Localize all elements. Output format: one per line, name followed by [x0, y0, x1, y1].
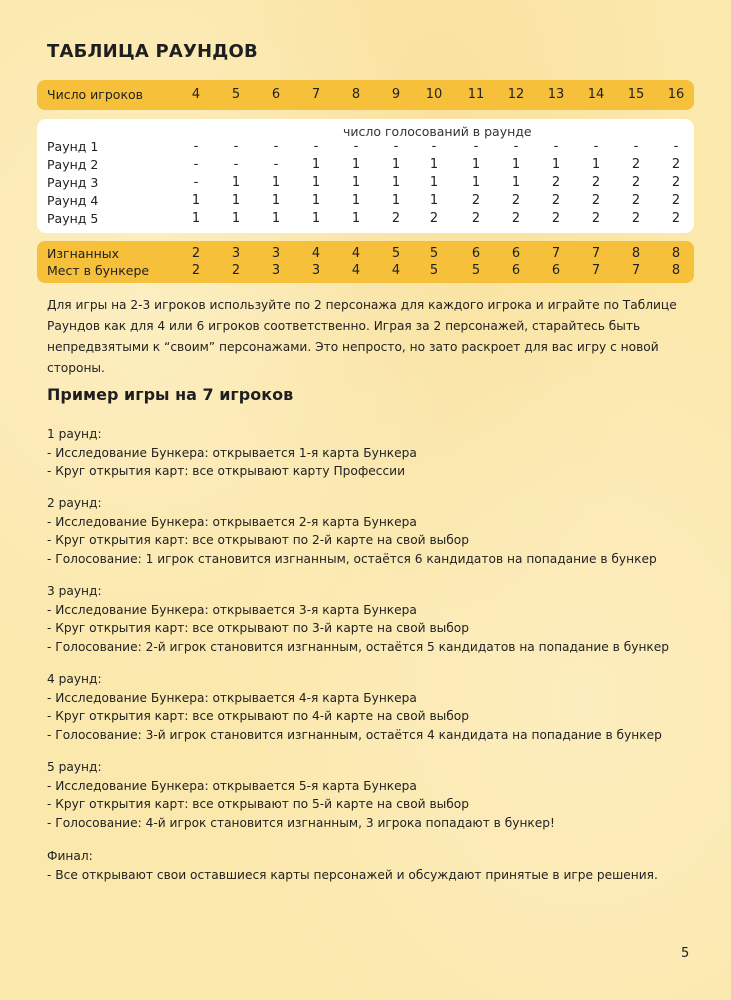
row-label: Раунд 5: [47, 211, 99, 226]
table-cell: -: [353, 139, 359, 154]
table-cell: 8: [671, 246, 681, 261]
table-cell: -: [193, 139, 199, 154]
table-cell: 1: [351, 175, 361, 190]
table-cell: 2: [591, 193, 601, 208]
table-cell: 5: [391, 246, 401, 261]
block-line: - Круг открытия карт: все открывают по 2-й карте на свой выбор: [47, 533, 469, 547]
table-cell: 1: [511, 157, 521, 172]
table-cell: 1: [271, 193, 281, 208]
table-cell: 2: [429, 211, 439, 226]
table-cell: 2: [551, 193, 561, 208]
table-cell: 2: [591, 211, 601, 226]
table-cell: 1: [271, 211, 281, 226]
table-cell: 3: [311, 263, 321, 278]
table-cell: -: [593, 139, 599, 154]
table-cell: 1: [351, 193, 361, 208]
table-cell: 1: [311, 211, 321, 226]
header-label: Число игроков: [47, 87, 144, 102]
example-block: [47, 847, 658, 884]
table-cell: 1: [231, 211, 241, 226]
table-cell: 2: [671, 193, 681, 208]
table-cell: 1: [471, 157, 481, 172]
exiled-row: [0, 246, 731, 264]
table-cell: -: [393, 139, 399, 154]
page-number: 5: [681, 946, 690, 961]
row-label: Раунд 1: [47, 139, 99, 154]
table-cell: 1: [391, 175, 401, 190]
round-row: [0, 193, 731, 211]
row-label: Раунд 2: [47, 157, 99, 172]
table-cell: 3: [271, 263, 281, 278]
table-cell: -: [313, 139, 319, 154]
player-count-cell: 9: [391, 87, 401, 102]
block-heading: Финал:: [47, 849, 93, 863]
table-cell: 1: [591, 157, 601, 172]
table-cell: 2: [191, 263, 201, 278]
table-cell: 2: [631, 211, 641, 226]
table-cell: 2: [631, 175, 641, 190]
table-header-row: [0, 87, 731, 105]
example-title: Пример игры на 7 игроков: [47, 385, 294, 404]
block-heading: 2 раунд:: [47, 496, 102, 510]
table-cell: 1: [429, 193, 439, 208]
round-row: [0, 211, 731, 229]
table-cell: 2: [631, 193, 641, 208]
block-line: - Круг открытия карт: все открывают по 4-й карте на свой выбор: [47, 709, 469, 723]
table-cell: 8: [671, 263, 681, 278]
example-block: [47, 425, 417, 481]
example-block: [47, 670, 662, 744]
table-cell: 1: [391, 193, 401, 208]
block-line: - Исследование Бункера: открывается 1-я карта Бункера: [47, 445, 417, 460]
player-count-cell: 11: [467, 87, 485, 102]
table-cell: -: [633, 139, 639, 154]
table-cell: 1: [271, 175, 281, 190]
block-line: - Круг открытия карт: все открывают карту Профессии: [47, 464, 405, 478]
block-line: - Все открывают свои оставшиеся карты персонажей и обсуждают принятые в игре решения.: [47, 867, 658, 882]
block-line: - Исследование Бункера: открывается 3-я карта Бункера: [47, 602, 417, 617]
player-count-cell: 14: [587, 87, 605, 102]
table-cell: 7: [591, 263, 601, 278]
table-cell: -: [273, 157, 279, 172]
table-cell: 5: [429, 246, 439, 261]
row-label: Раунд 3: [47, 175, 99, 190]
row-label: Мест в бункере: [47, 263, 150, 278]
table-cell: 1: [429, 175, 439, 190]
round-row: [0, 139, 731, 157]
block-line: - Голосование: 2-й игрок становится изгнанным, остаётся 5 кандидатов на попадание в бункер: [47, 639, 670, 654]
example-block: [47, 758, 555, 832]
player-count-cell: 4: [191, 87, 201, 102]
table-cell: 6: [511, 263, 521, 278]
table-cell: 1: [551, 157, 561, 172]
table-cell: 5: [429, 263, 439, 278]
row-label: Изгнанных: [47, 246, 120, 261]
round-row: [0, 175, 731, 193]
table-cell: -: [273, 139, 279, 154]
table-cell: -: [233, 139, 239, 154]
table-cell: 2: [671, 175, 681, 190]
player-count-cell: 7: [311, 87, 321, 102]
player-count-cell: 10: [425, 87, 443, 102]
table-cell: 2: [511, 211, 521, 226]
table-cell: -: [673, 139, 679, 154]
table-cell: -: [431, 139, 437, 154]
table-cell: 1: [429, 157, 439, 172]
table-cell: 2: [551, 175, 561, 190]
table-cell: 1: [231, 175, 241, 190]
table-cell: 2: [471, 211, 481, 226]
table-cell: 2: [191, 246, 201, 261]
table-cell: 4: [351, 246, 361, 261]
block-line: - Исследование Бункера: открывается 2-я карта Бункера: [47, 514, 417, 529]
table-cell: 2: [671, 157, 681, 172]
player-count-cell: 13: [547, 87, 565, 102]
table-cell: 5: [471, 263, 481, 278]
block-line: - Исследование Бункера: открывается 5-я карта Бункера: [47, 778, 417, 793]
player-count-cell: 8: [351, 87, 361, 102]
table-cell: 7: [551, 246, 561, 261]
votes-caption: число голосований в раунде: [343, 124, 532, 139]
table-cell: -: [233, 157, 239, 172]
table-cell: 1: [311, 157, 321, 172]
table-cell: 1: [511, 175, 521, 190]
table-cell: -: [473, 139, 479, 154]
block-heading: 1 раунд:: [47, 427, 102, 441]
bunker-row: [0, 263, 731, 281]
table-cell: 1: [231, 193, 241, 208]
table-cell: -: [513, 139, 519, 154]
table-cell: 3: [231, 246, 241, 261]
block-line: - Голосование: 1 игрок становится изгнанным, остаётся 6 кандидатов на попадание в бункер: [47, 551, 657, 566]
table-cell: 1: [351, 157, 361, 172]
table-cell: 7: [631, 263, 641, 278]
round-row: [0, 157, 731, 175]
block-line: - Круг открытия карт: все открывают по 5-й карте на свой выбор: [47, 797, 469, 811]
table-cell: 1: [471, 175, 481, 190]
row-label: Раунд 4: [47, 193, 99, 208]
table-cell: 2: [551, 211, 561, 226]
table-cell: 1: [311, 193, 321, 208]
table-cell: 2: [231, 263, 241, 278]
table-cell: -: [553, 139, 559, 154]
table-cell: 2: [631, 157, 641, 172]
block-line: - Исследование Бункера: открывается 4-я карта Бункера: [47, 690, 417, 705]
table-cell: 1: [191, 193, 201, 208]
block-line: - Голосование: 3-й игрок становится изгнанным, остаётся 4 кандидата на попадание в бункер: [47, 727, 662, 742]
table-cell: 1: [191, 211, 201, 226]
block-line: - Круг открытия карт: все открывают по 3-й карте на свой выбор: [47, 621, 469, 635]
table-cell: 4: [351, 263, 361, 278]
player-count-cell: 12: [507, 87, 525, 102]
block-heading: 5 раунд:: [47, 760, 102, 774]
table-cell: 6: [551, 263, 561, 278]
table-cell: 8: [631, 246, 641, 261]
example-block: [47, 582, 669, 656]
block-heading: 4 раунд:: [47, 672, 102, 686]
player-count-cell: 16: [667, 87, 685, 102]
table-cell: 6: [471, 246, 481, 261]
table-cell: -: [193, 175, 199, 190]
block-line: - Голосование: 4-й игрок становится изгнанным, 3 игрока попадают в бункер!: [47, 815, 555, 830]
table-cell: 1: [351, 211, 361, 226]
page-title: ТАБЛИЦА РАУНДОВ: [47, 41, 258, 62]
player-count-cell: 15: [627, 87, 645, 102]
table-cell: 1: [391, 157, 401, 172]
table-cell: 7: [591, 246, 601, 261]
note-paragraph: Для игры на 2-3 игроков используйте по 2 персонажа для каждого игрока и играйте по Таблице Раундов как для 4 или 6 игроков соответственно. Играя за 2 персонажей, старайтесь быть непредвзятыми к “своим” персонажами. Это непросто, но зато раскроет для вас игру с новой стороны.: [47, 298, 677, 375]
table-cell: 4: [311, 246, 321, 261]
player-count-cell: 6: [271, 87, 281, 102]
example-block: [47, 494, 657, 568]
table-cell: 6: [511, 246, 521, 261]
table-cell: 1: [311, 175, 321, 190]
table-cell: 2: [471, 193, 481, 208]
table-cell: 2: [591, 175, 601, 190]
table-cell: 4: [391, 263, 401, 278]
player-count-cell: 5: [231, 87, 241, 102]
table-cell: 2: [671, 211, 681, 226]
table-cell: 2: [511, 193, 521, 208]
block-heading: 3 раунд:: [47, 584, 102, 598]
table-cell: 2: [391, 211, 401, 226]
table-cell: 3: [271, 246, 281, 261]
table-cell: -: [193, 157, 199, 172]
